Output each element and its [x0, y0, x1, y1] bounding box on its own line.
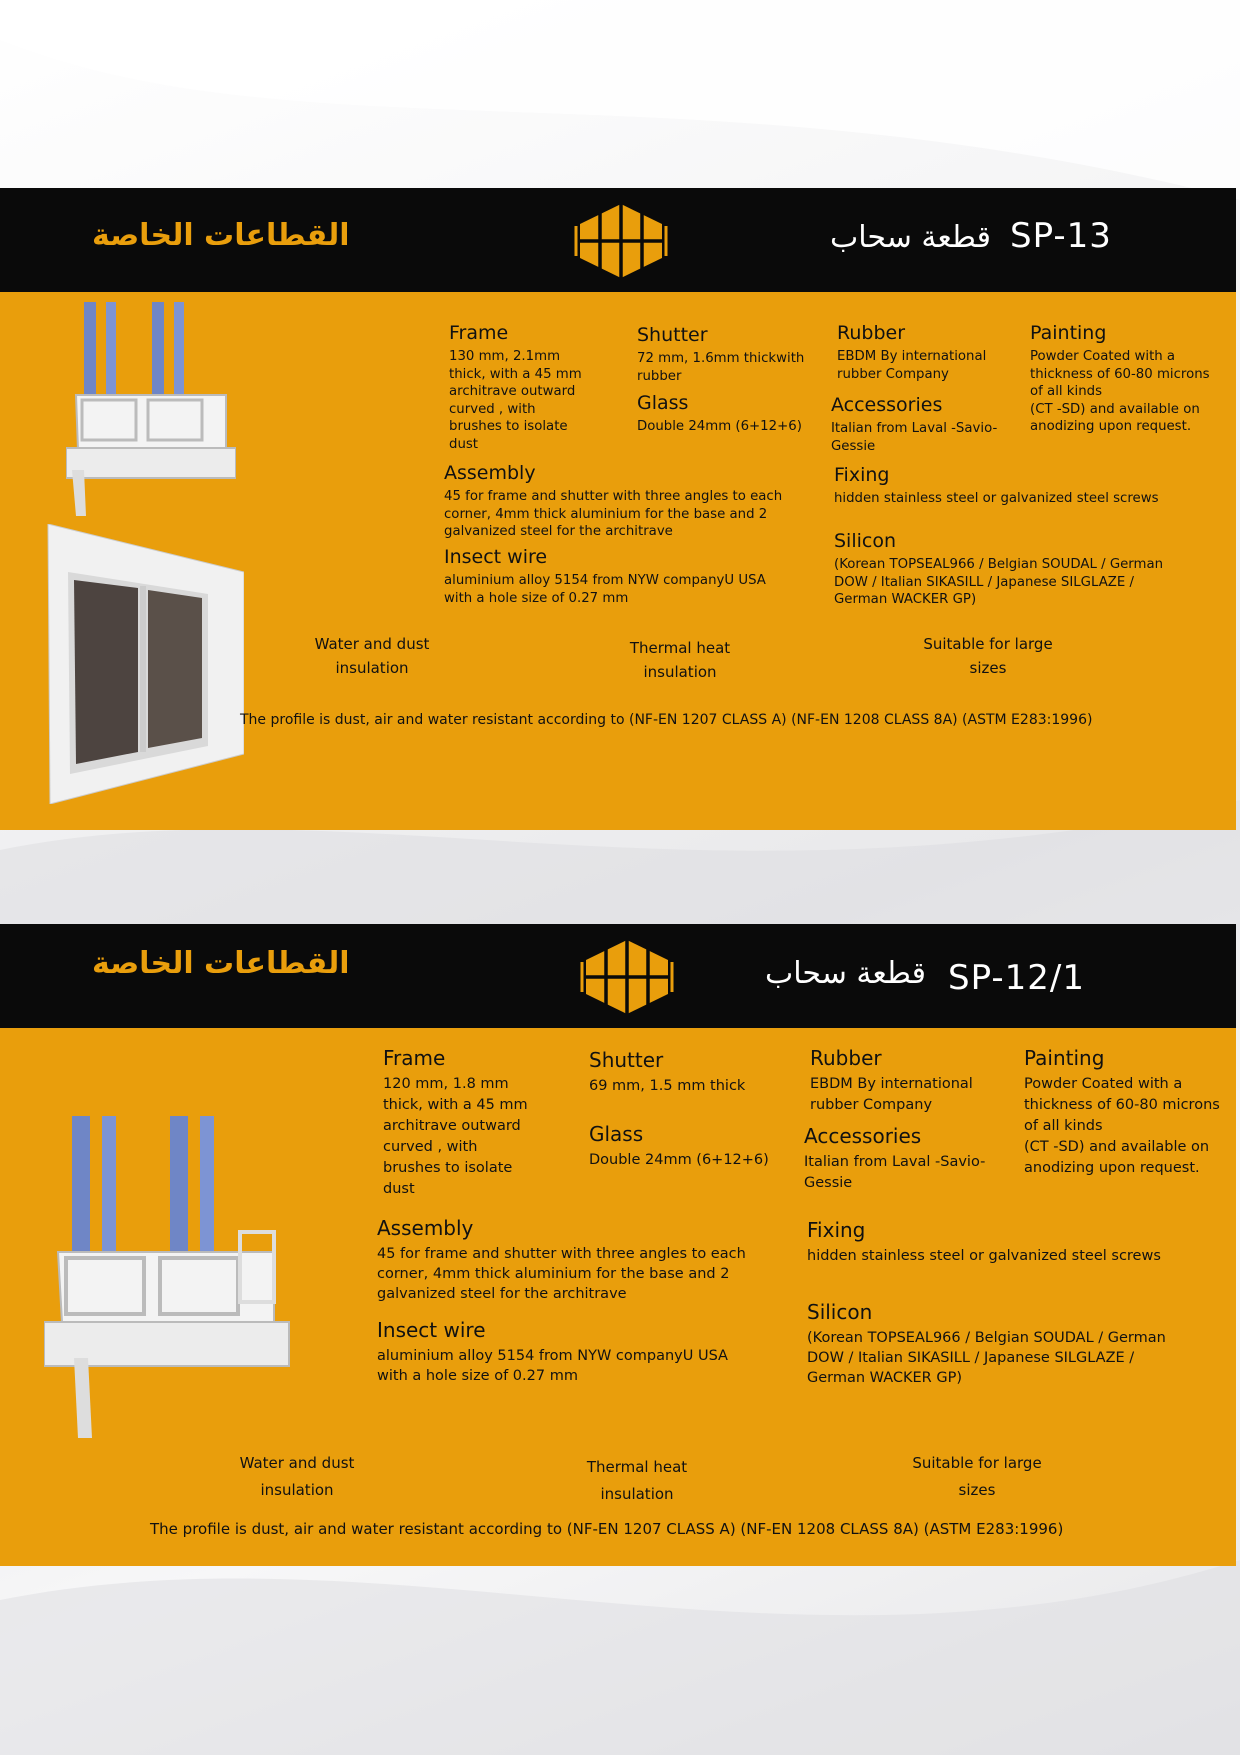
- rubber-title: Rubber: [810, 1046, 882, 1070]
- shutter-title: Shutter: [637, 324, 708, 346]
- painting-line: thickness of 60-80 microns: [1024, 1097, 1220, 1113]
- accessories-line: Gessie: [804, 1175, 853, 1191]
- painting-line: (CT -SD) and available on: [1024, 1139, 1210, 1155]
- frame-line: brushes to isolate: [449, 419, 568, 434]
- silicon-line: (Korean TOPSEAL966 / Belgian SOUDAL / German: [834, 557, 1164, 572]
- product-code: SP-13: [1010, 216, 1112, 256]
- painting-title: Painting: [1030, 322, 1107, 344]
- feature-thermal: [610, 636, 750, 684]
- compliance-note: The profile is dust, air and water resistant according to (NF-EN 1207 CLASS A) (NF-EN 1208 CLASS 8A) (ASTM E283:1996): [150, 1520, 1064, 1538]
- frame-title: Frame: [383, 1046, 446, 1070]
- feature-line: sizes: [958, 1481, 996, 1499]
- painting-line: anodizing upon request.: [1030, 419, 1192, 434]
- shutter-title: Shutter: [589, 1048, 664, 1072]
- accessories-spec: [831, 394, 1011, 455]
- fixing-line: hidden stainless steel or galvanized steel screws: [834, 491, 1159, 506]
- feature-line: Water and dust: [314, 635, 430, 653]
- accessories-line: Italian from Laval -Savio-: [831, 421, 998, 436]
- fixing-title: Fixing: [807, 1218, 866, 1242]
- painting-title: Painting: [1024, 1046, 1105, 1070]
- painting-spec: [1030, 322, 1230, 436]
- feature-line: Suitable for large: [923, 635, 1053, 653]
- silicon-line: DOW / Italian SIKASILL / Japanese SILGLAZE /: [807, 1350, 1135, 1366]
- accessories-line: Italian from Laval -Savio-: [804, 1154, 986, 1170]
- insect-wire-spec: [377, 1318, 777, 1386]
- product-sp12-1: [0, 924, 1236, 1566]
- insect-wire-spec: [444, 546, 814, 607]
- assembly-title: Assembly: [377, 1216, 474, 1240]
- frame-line: brushes to isolate: [383, 1160, 513, 1176]
- frame-line: architrave outward: [449, 384, 576, 399]
- glass-title: Glass: [637, 392, 689, 414]
- silicon-spec: [807, 1300, 1217, 1388]
- frame-line: dust: [383, 1181, 415, 1197]
- assembly-line: 45 for frame and shutter with three angles to each: [444, 489, 783, 504]
- header-banner: [0, 924, 1236, 1028]
- rubber-title: Rubber: [837, 322, 906, 344]
- assembly-line: corner, 4mm thick aluminium for the base and 2: [444, 506, 768, 522]
- frame-line: thick, with a 45 mm: [449, 366, 582, 382]
- silicon-line: DOW / Italian SIKASILL / Japanese SILGLAZE /: [834, 574, 1135, 590]
- frame-spec: [383, 1046, 543, 1200]
- painting-line: thickness of 60-80 microns: [1030, 366, 1210, 382]
- accessories-spec: [804, 1124, 994, 1194]
- silicon-title: Silicon: [834, 530, 897, 552]
- insect-wire-line: aluminium alloy 5154 from NYW companyU USA: [444, 573, 766, 588]
- frame-line: curved , with: [383, 1139, 478, 1155]
- frame-title: Frame: [449, 322, 509, 344]
- frame-line: curved , with: [449, 401, 536, 417]
- feature-line: insulation: [260, 1481, 334, 1499]
- compliance-note: The profile is dust, air and water resistant according to (NF-EN 1207 CLASS A) (NF-EN 1208 CLASS 8A) (ASTM E283:1996): [240, 712, 1093, 728]
- accessories-title: Accessories: [804, 1124, 922, 1148]
- feature-line: insulation: [600, 1485, 674, 1503]
- assembly-line: 45 for frame and shutter with three angles to each: [377, 1246, 746, 1262]
- frame-line: thick, with a 45 mm: [383, 1097, 528, 1113]
- fixing-spec: [834, 464, 1214, 508]
- glass-spec: [637, 392, 817, 436]
- silicon-title: Silicon: [807, 1300, 873, 1324]
- assembly-spec: [444, 462, 814, 541]
- insect-wire-line: aluminium alloy 5154 from NYW companyU USA: [377, 1348, 728, 1364]
- painting-line: Powder Coated with a: [1024, 1076, 1183, 1092]
- glass-line: Double 24mm (6+12+6): [637, 419, 802, 434]
- rubber-spec: [837, 322, 1017, 383]
- assembly-line: galvanized steel for the architrave: [444, 524, 673, 539]
- company-logo-icon: [580, 938, 674, 1016]
- window-photo-image: [44, 524, 244, 804]
- assembly-spec: [377, 1216, 777, 1304]
- feature-line: insulation: [643, 663, 717, 681]
- painting-line: anodizing upon request.: [1024, 1160, 1200, 1176]
- painting-line: Powder Coated with a: [1030, 349, 1176, 364]
- fixing-title: Fixing: [834, 464, 890, 486]
- feature-water-dust: [302, 632, 442, 680]
- insect-wire-title: Insect wire: [377, 1318, 486, 1342]
- feature-large-sizes: [892, 1450, 1062, 1504]
- profile-section-image: [66, 300, 236, 520]
- profile-section-image: [44, 1112, 294, 1442]
- insect-wire-line: with a hole size of 0.27 mm: [377, 1368, 578, 1384]
- rubber-line: EBDM By international: [810, 1076, 973, 1092]
- feature-line: Thermal heat: [629, 639, 731, 657]
- header-banner: [0, 188, 1236, 292]
- feature-line: sizes: [969, 659, 1007, 677]
- silicon-spec: [834, 530, 1214, 609]
- frame-spec: [449, 322, 599, 453]
- painting-line: of all kinds: [1030, 384, 1102, 399]
- accessories-line: Gessie: [831, 438, 876, 454]
- rubber-spec: [810, 1046, 1000, 1116]
- frame-line: 120 mm, 1.8 mm: [383, 1076, 509, 1092]
- frame-line: architrave outward: [383, 1118, 521, 1134]
- frame-line: dust: [449, 436, 479, 452]
- rubber-line: rubber Company: [837, 366, 949, 382]
- silicon-line: (Korean TOPSEAL966 / Belgian SOUDAL / German: [807, 1330, 1166, 1346]
- product-name-ar: قطعة سحاب: [830, 220, 991, 255]
- glass-spec: [589, 1122, 779, 1171]
- glass-title: Glass: [589, 1122, 644, 1146]
- assembly-title: Assembly: [444, 462, 536, 484]
- feature-line: Suitable for large: [912, 1454, 1042, 1472]
- spec-panel: [0, 292, 1236, 830]
- shutter-spec: [637, 324, 817, 385]
- shutter-line: rubber: [637, 368, 682, 384]
- spec-panel: [0, 1028, 1236, 1566]
- company-logo-icon: [574, 202, 668, 280]
- product-code: SP-12/1: [948, 958, 1085, 998]
- shutter-spec: [589, 1048, 779, 1097]
- glass-line: Double 24mm (6+12+6): [589, 1152, 769, 1168]
- painting-line: (CT -SD) and available on: [1030, 401, 1200, 417]
- assembly-line: galvanized steel for the architrave: [377, 1286, 627, 1302]
- assembly-line: corner, 4mm thick aluminium for the base and 2: [377, 1266, 730, 1282]
- silicon-line: German WACKER GP): [807, 1370, 962, 1386]
- feature-thermal: [562, 1454, 712, 1508]
- insect-wire-line: with a hole size of 0.27 mm: [444, 590, 629, 606]
- product-sp13: [0, 188, 1236, 830]
- product-name-ar: قطعة سحاب: [765, 956, 926, 991]
- category-title: القطاعات الخاصة: [92, 946, 350, 981]
- category-title: القطاعات الخاصة: [92, 218, 350, 253]
- insect-wire-title: Insect wire: [444, 546, 548, 568]
- fixing-line: hidden stainless steel or galvanized steel screws: [807, 1248, 1161, 1264]
- feature-water-dust: [222, 1450, 372, 1504]
- shutter-line: 72 mm, 1.6mm thickwith: [637, 351, 805, 366]
- feature-line: Water and dust: [239, 1454, 355, 1472]
- silicon-line: German WACKER GP): [834, 592, 977, 607]
- rubber-line: rubber Company: [810, 1097, 933, 1113]
- shutter-line: 69 mm, 1.5 mm thick: [589, 1078, 746, 1094]
- painting-line: of all kinds: [1024, 1118, 1103, 1134]
- feature-line: Thermal heat: [586, 1458, 688, 1476]
- accessories-title: Accessories: [831, 394, 943, 416]
- painting-spec: [1024, 1046, 1230, 1179]
- frame-line: 130 mm, 2.1mm: [449, 349, 561, 364]
- fixing-spec: [807, 1218, 1217, 1266]
- feature-line: insulation: [335, 659, 409, 677]
- rubber-line: EBDM By international: [837, 349, 987, 364]
- feature-large-sizes: [908, 632, 1068, 680]
